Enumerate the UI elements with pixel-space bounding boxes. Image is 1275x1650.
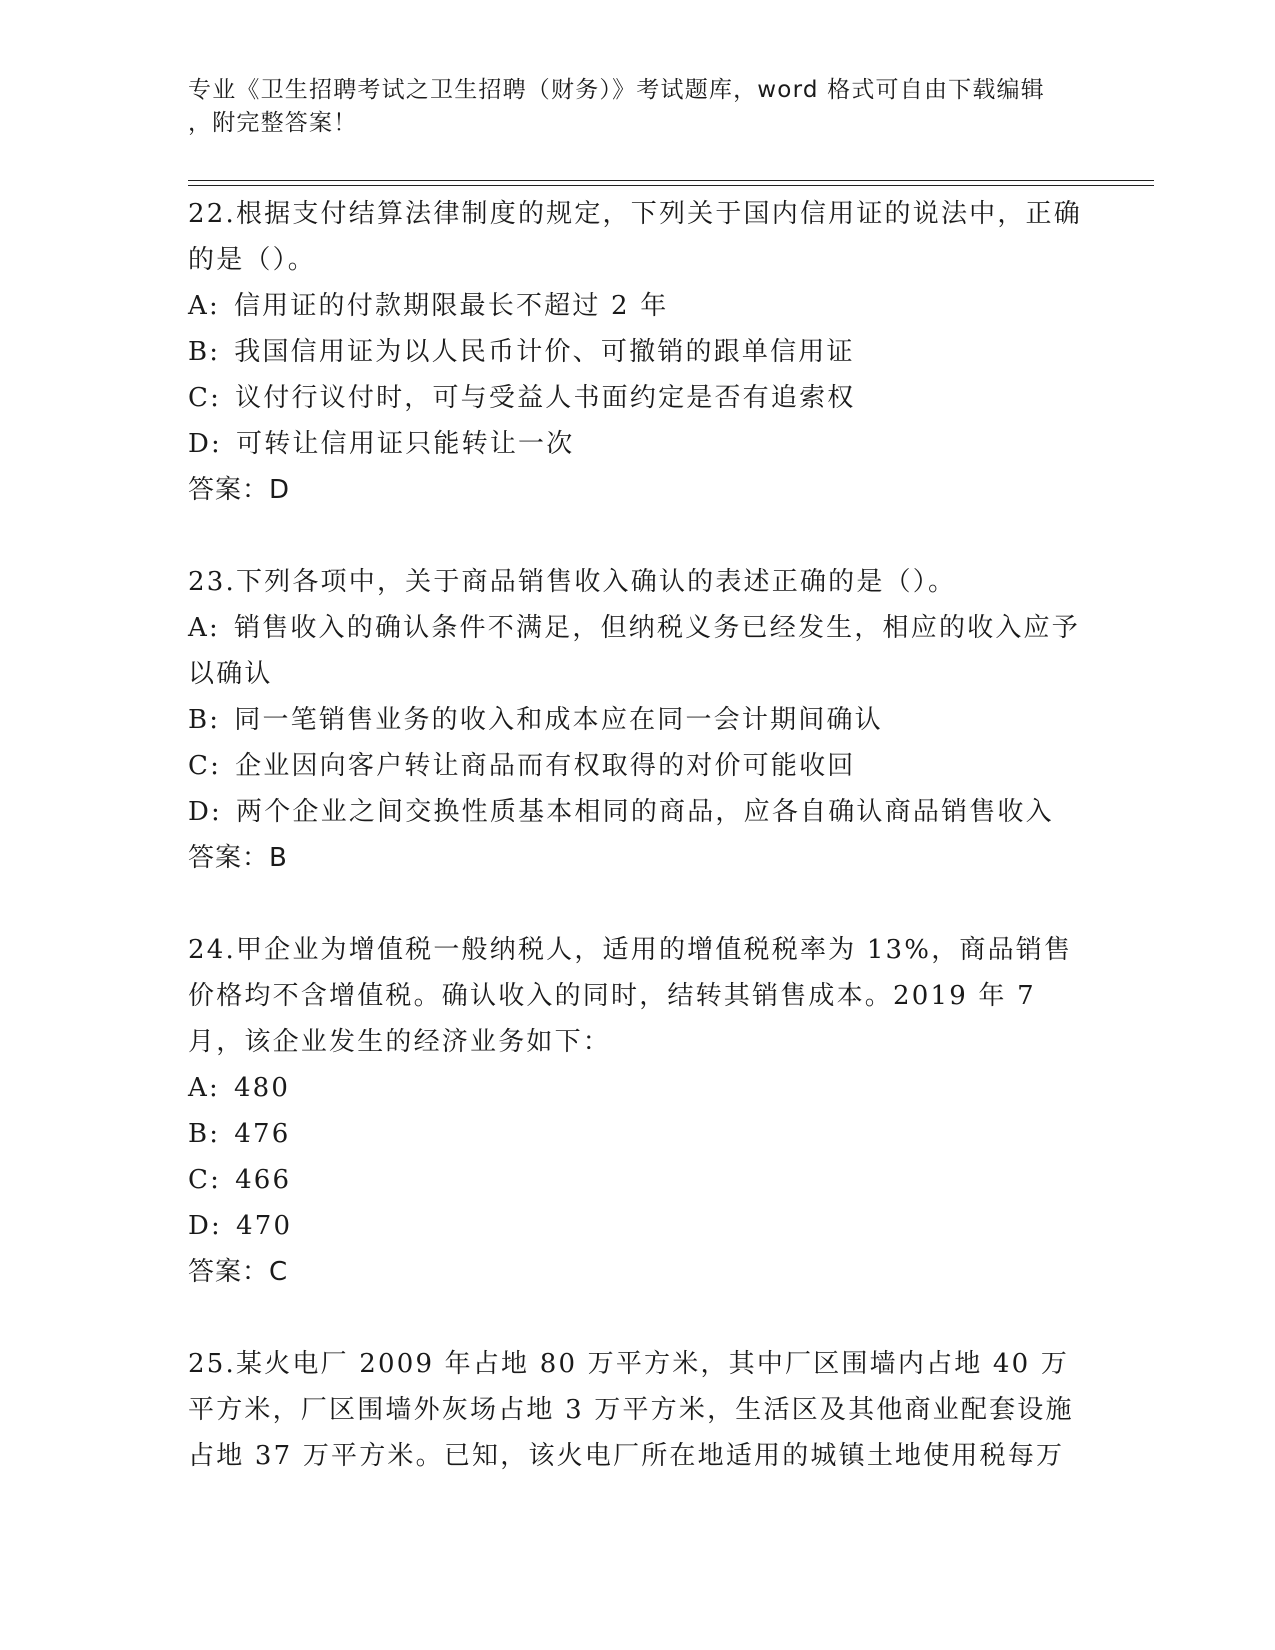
option-key: C:	[188, 383, 222, 413]
option-key: A:	[188, 291, 220, 321]
question-stem: 23.下列各项中，关于商品销售收入确认的表述正确的是（）。	[188, 567, 957, 597]
option-text: 我国信用证为以人民币计价、可撤销的跟单信用证	[234, 337, 855, 367]
answer	[188, 835, 1088, 881]
option-c	[188, 375, 1088, 421]
header-divider-bottom	[188, 185, 1154, 186]
answer-value: B	[269, 843, 288, 873]
option-text: 销售收入的确认条件不满足，但纳税义务已经发生，相应的收入应予以确认	[188, 613, 1080, 689]
option-text: 476	[234, 1119, 291, 1149]
option-text: 企业因向客户转让商品而有权取得的对价可能收回	[235, 751, 856, 781]
option-text: 同一笔销售业务的收入和成本应在同一会计期间确认	[234, 705, 883, 735]
option-key: A:	[188, 1073, 220, 1103]
option-c	[188, 743, 1088, 789]
answer-label: 答案：	[188, 475, 270, 505]
option-b	[188, 697, 1088, 743]
option-text: 议付行议付时，可与受益人书面约定是否有追索权	[235, 383, 856, 413]
option-d	[188, 1203, 1088, 1249]
option-a	[188, 1065, 1088, 1111]
question-24	[188, 927, 1088, 1295]
answer-value: D	[269, 475, 291, 505]
question-22	[188, 191, 1088, 513]
option-key: D:	[188, 1211, 223, 1241]
option-key: A:	[188, 613, 220, 643]
question-25	[188, 1341, 1088, 1479]
question-23	[188, 559, 1088, 881]
option-text: 信用证的付款期限最长不超过 2 年	[233, 291, 669, 321]
option-text: 480	[233, 1073, 291, 1103]
option-key: B:	[188, 337, 221, 367]
question-list	[188, 191, 1088, 1525]
option-a	[188, 605, 1088, 697]
answer	[188, 467, 1088, 513]
option-key: B:	[188, 1119, 221, 1149]
option-b	[188, 1111, 1088, 1157]
option-text: 466	[235, 1165, 292, 1195]
option-text: 可转让信用证只能转让一次	[236, 429, 575, 459]
option-text: 两个企业之间交换性质基本相同的商品，应各自确认商品销售收入	[236, 797, 1054, 827]
question-stem: 25.某火电厂 2009 年占地 80 万平方米，其中厂区围墙内占地 40 万平方米，厂区围墙外灰场占地 3 万平方米，生活区及其他商业配套设施占地 37 万平方米。已知，该火电厂所在地适用的城镇土地使用税每万	[188, 1349, 1074, 1471]
option-key: D:	[188, 429, 223, 459]
answer-label: 答案：	[188, 843, 270, 873]
question-stem: 24.甲企业为增值税一般纳税人，适用的增值税税率为 13%，商品销售价格均不含增值税。确认收入的同时，结转其销售成本。2019 年 7 月，该企业发生的经济业务如下：	[188, 935, 1073, 1057]
answer-value: C	[269, 1257, 289, 1287]
option-d	[188, 789, 1088, 835]
header-divider-top	[188, 180, 1154, 181]
answer-label: 答案：	[188, 1257, 270, 1287]
option-key: D:	[188, 797, 223, 827]
answer	[188, 1249, 1088, 1295]
header-line-2: ，附完整答案！	[188, 110, 358, 136]
option-text: 470	[236, 1211, 293, 1241]
header-line-1: 专业《卫生招聘考试之卫生招聘（财务）》考试题库，word 格式可自由下载编辑	[188, 77, 1045, 103]
option-d	[188, 421, 1088, 467]
question-stem: 22.根据支付结算法律制度的规定，下列关于国内信用证的说法中，正确的是（）。	[188, 199, 1082, 275]
option-a	[188, 283, 1088, 329]
option-key: C:	[188, 751, 222, 781]
option-c	[188, 1157, 1088, 1203]
option-key: B:	[188, 705, 221, 735]
document-header	[188, 74, 1068, 140]
option-key: C:	[188, 1165, 222, 1195]
option-b	[188, 329, 1088, 375]
